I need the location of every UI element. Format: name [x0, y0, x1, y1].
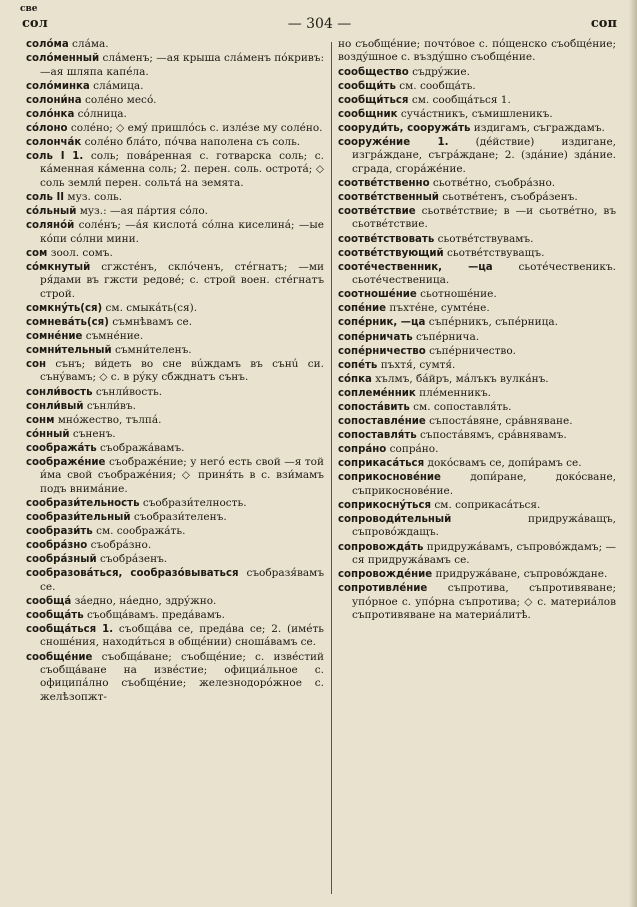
entry-definition: съображéние; у негó есть свой —я той и́ма свой съображéния; ◇ приня́ть в с. взи́мамъ подъ внимáние. — [40, 456, 325, 495]
entry-definition: соль; повáренная с. готварска соль; с. кáменная кáменна соль; 2. перен. соль. остротá; ◇ соль земли́ перен. сольтá на земята. — [40, 150, 324, 189]
dictionary-entry — [338, 288, 616, 301]
entry-headword: сопрáно — [338, 444, 387, 456]
entry-definition: съпостáвяне, срáвняване. — [429, 415, 573, 428]
right-column — [338, 38, 616, 623]
entry-definition: зоол. сомъ. — [50, 246, 113, 259]
dictionary-entry — [338, 429, 616, 442]
entry-definition: сънли́въ. — [86, 399, 136, 412]
page-edge-shadow — [629, 0, 637, 907]
entry-headword: соотвéтствовать — [338, 233, 435, 245]
dictionary-entry — [26, 442, 324, 455]
dictionary-entry — [26, 428, 324, 441]
entry-definition: пъхтéне, сумтéне. — [389, 302, 490, 315]
dictionary-entry — [26, 316, 324, 329]
entry-definition: съпéрникъ, съпéрница. — [428, 316, 559, 329]
dictionary-entry — [338, 38, 616, 65]
dictionary-entry — [26, 108, 324, 121]
entry-headword: сопéрник, —ца — [338, 317, 426, 329]
dictionary-entry — [26, 150, 324, 190]
dictionary-entry — [26, 52, 324, 79]
dictionary-entry — [26, 191, 324, 204]
entry-headword: солóминка — [26, 80, 90, 92]
left-running-head-text: сол — [22, 16, 48, 31]
entry-headword: соотéчественник, —ца — [338, 261, 493, 273]
dictionary-entry — [26, 623, 324, 650]
right-running-head: соп — [590, 16, 617, 31]
entry-headword: сомкнýть(ся) — [26, 302, 103, 314]
entry-definition: сьотношéние. — [420, 288, 497, 301]
entry-definition: съобщáва се, предáва се; 2. (имéть сношéния, находи́ться в общéнии) сношáвамъ се. — [40, 623, 325, 649]
entry-definition: см. соображáть. — [96, 525, 186, 538]
entry-definition: съпостáвямъ, срáвнявамъ. — [420, 429, 567, 442]
dictionary-entry — [26, 136, 324, 149]
dictionary-entry — [26, 122, 324, 135]
dictionary-entry — [338, 331, 616, 344]
entry-definition: см. смыкáть(ся). — [105, 301, 198, 314]
dictionary-entry — [26, 553, 324, 566]
entry-headword: сообщáться 1. — [26, 624, 114, 636]
entry-headword: сóльный — [26, 206, 77, 218]
dictionary-entry — [26, 414, 324, 427]
entry-headword: сообразовáться, сообразóвываться — [26, 568, 239, 580]
dictionary-entry — [338, 387, 616, 400]
dictionary-entry — [26, 302, 324, 315]
entry-headword: сон — [26, 359, 47, 371]
dictionary-entry — [26, 330, 324, 343]
entry-definition: см. сообщáться 1. — [411, 93, 511, 106]
entry-headword: сопéние — [338, 303, 387, 315]
dictionary-entry — [338, 122, 616, 135]
dictionary-entry — [338, 66, 616, 79]
entry-headword: сообрази́тельность — [26, 497, 140, 509]
dictionary-entry — [26, 80, 324, 93]
dictionary-entry — [26, 497, 324, 510]
dictionary-entry — [338, 94, 616, 107]
entry-definition: съобрази́телность. — [142, 496, 247, 509]
entry-headword: солóменный — [26, 53, 100, 65]
entry-headword: сооружéние 1. — [338, 136, 449, 148]
entry-headword: соотвéтствующий — [338, 247, 444, 259]
entry-headword: сóмкнутый — [26, 261, 91, 273]
entry-definition: см. сопоставля́ть. — [413, 401, 512, 413]
left-column — [26, 38, 324, 705]
page-header — [14, 6, 625, 30]
entry-headword: сообщи́ться — [338, 94, 409, 106]
dictionary-entry — [26, 247, 324, 260]
entry-headword: сообщество — [338, 66, 409, 78]
entry-definition: докóсвамъ се, допи́рамъ се. — [427, 457, 582, 470]
dictionary-entry — [338, 541, 616, 568]
dictionary-entry — [26, 525, 324, 538]
entry-definition: сънъ; ви́деть во сне вúждамъ въ сънú си. сънýвамъ; ◇ с. в рýку сбжднатъ сънъ. — [40, 358, 324, 384]
entry-headword: соотвéтственный — [338, 191, 439, 203]
dictionary-entry — [26, 400, 324, 413]
entry-headword: сопровождáть — [338, 541, 424, 553]
entry-definition: придружáващъ, съпровóждащъ. — [352, 513, 616, 539]
dictionary-entry — [338, 415, 616, 428]
entry-definition: съобщáване; съобщéние; с. извéстий съобщáване на извéстие; официáльное с. официпáлно съобщéние; железнодорóжное с. желѣзопжт- — [40, 650, 324, 703]
dictionary-entry — [338, 205, 616, 232]
entry-headword: сопоставля́ть — [338, 430, 417, 442]
entry-definition: издигамъ, съграждамъ. — [473, 121, 605, 134]
entry-headword: сообщéние — [26, 651, 93, 663]
entry-definition: см. сообщáть. — [399, 79, 476, 92]
dictionary-entry — [26, 261, 324, 301]
entry-headword: сом — [26, 247, 48, 259]
dictionary-entry — [26, 539, 324, 552]
column-divider — [331, 42, 332, 894]
entry-definition: сьотвéтно, съобрáзно. — [432, 176, 556, 189]
dictionary-entry — [338, 345, 616, 358]
entry-headword: соприкоснýться — [338, 499, 432, 511]
entry-headword: сóнный — [26, 428, 70, 440]
dictionary-entry — [338, 177, 616, 190]
entry-headword: сооруди́ть, сооружáть — [338, 122, 471, 134]
entry-definition: съненъ. — [72, 427, 116, 440]
entry-headword: сопротивлéние — [338, 583, 428, 595]
entry-headword: сомнéние — [26, 330, 83, 342]
entry-definition: сънли́вость. — [95, 385, 163, 398]
entry-definition: слáменъ; —ая крыша слáменъ пóкривъ: —ая шляпа капéла. — [40, 52, 324, 78]
dictionary-entry — [338, 568, 616, 581]
entry-definition: сьотвéтствуващъ. — [447, 246, 545, 259]
entry-headword: сопéрничать — [338, 331, 413, 343]
entry-headword: сомни́тельный — [26, 344, 112, 356]
entry-headword: сообрази́тельный — [26, 512, 131, 523]
entry-headword: соотвéтственно — [338, 177, 430, 189]
entry-definition: (дéйствие) издигане, изгрáждане, съгрáждане; 2. (здáние) здáние. сграда, сгорáжéние. — [352, 135, 616, 175]
entry-definition: придружáване, съпровóждане. — [435, 568, 608, 581]
entry-definition: хълмъ, бáйръ, мáлъкъ вулкáнъ. — [375, 372, 549, 385]
entry-headword: сопéть — [338, 359, 378, 371]
dictionary-entry — [26, 386, 324, 399]
entry-headword: соприкасáться — [338, 458, 425, 470]
entry-definition: сóлница. — [77, 107, 127, 120]
dictionary-entry — [338, 373, 616, 386]
entry-definition: сьотвéтенъ, съобрáзенъ. — [442, 190, 578, 203]
entry-headword: сопоставлéние — [338, 416, 426, 428]
entry-definition: сьотéчественикъ. сьотéчественица. — [352, 260, 616, 287]
dictionary-entry — [338, 233, 616, 246]
entry-headword: соприкосновéние — [338, 472, 441, 484]
entry-headword: солóма — [26, 39, 69, 50]
entry-definition: сьотвéтствувамъ. — [437, 232, 534, 245]
entry-definition: съобрáзенъ. — [99, 553, 168, 566]
dictionary-entry — [338, 401, 616, 414]
dictionary-entry — [26, 38, 324, 51]
entry-headword: соображáть — [26, 442, 97, 454]
dictionary-entry — [26, 511, 324, 524]
entry-definition: допи́ране, докóсване, съприкосновéние. — [352, 471, 616, 497]
entry-definition: муз.: —ая пáртия сóло. — [79, 205, 208, 218]
entry-definition: муз. соль. — [67, 190, 123, 203]
dictionary-entry — [338, 261, 616, 288]
entry-definition: съобразя́вамъ се. — [40, 567, 325, 593]
entry-headword: сообрáзный — [26, 554, 97, 566]
dictionary-entry — [26, 205, 324, 218]
entry-definition: солéно месó. — [84, 93, 157, 106]
entry-definition: слáмица. — [93, 79, 144, 92]
entry-headword: сопровождéние — [338, 569, 433, 581]
entry-headword: сообщи́ть — [338, 80, 396, 92]
entry-definition: съдрýжие. — [412, 65, 470, 78]
entry-headword: сонли́вость — [26, 386, 93, 398]
entry-headword: сонли́вый — [26, 400, 84, 412]
entry-definition: сопрáно. — [389, 443, 439, 456]
entry-definition: но съобщéние; почтóвое с. пóщенско съобщéние; воздýшное с. въздýшно съобщéние. — [338, 38, 616, 64]
entry-headword: сообрáзно — [26, 540, 88, 552]
entry-definition: пъхтя́, сумтя́. — [380, 358, 456, 371]
dictionary-entry — [26, 595, 324, 608]
entry-definition: слáма. — [72, 38, 109, 50]
dictionary-entry — [338, 582, 616, 622]
entry-headword: сообщá — [26, 595, 72, 607]
dictionary-entry — [338, 108, 616, 121]
entry-definition: съображáвамъ. — [100, 441, 185, 454]
entry-headword: сомневáть(ся) — [26, 316, 109, 328]
entry-headword: сóпка — [338, 373, 372, 385]
dictionary-entry — [338, 247, 616, 260]
entry-headword: солóнка — [26, 108, 75, 120]
dictionary-entry — [338, 359, 616, 372]
entry-headword: сопроводи́тельный — [338, 514, 452, 526]
entry-headword: соплемéнник — [338, 387, 416, 399]
entry-definition: солéнъ; —áя кислотá сóлна киселинá; —ые кóпи сóлни мини. — [40, 219, 325, 245]
dictionary-entry — [26, 609, 324, 622]
page-number: — 304 — — [287, 16, 352, 32]
entry-definition: солéно блáто, пóчва наполена съ соль. — [84, 135, 301, 148]
entry-headword: соотвéтствие — [338, 206, 416, 218]
dictionary-entry — [338, 471, 616, 498]
dictionary-entry — [338, 136, 616, 176]
dictionary-entry — [26, 651, 324, 705]
dictionary-entry — [338, 80, 616, 93]
entry-headword: соотношéние — [338, 289, 417, 301]
dictionary-entry — [338, 191, 616, 204]
entry-headword: сообрази́ть — [26, 526, 93, 538]
dictionary-entry — [338, 443, 616, 456]
entry-definition: солéно; ◇ емý пришлóсь с. излéзе му солéно. — [70, 121, 323, 134]
dictionary-entry — [26, 94, 324, 107]
entry-definition: съмни́теленъ. — [115, 343, 192, 356]
entry-definition: см. соприкасáться. — [434, 498, 541, 511]
entry-headword: сопостáвить — [338, 402, 410, 413]
entry-definition: мнóжество, тълпá. — [57, 413, 162, 426]
dictionary-entry — [338, 499, 616, 512]
entry-headword: соображéние — [26, 457, 106, 468]
entry-headword: сонм — [26, 414, 55, 426]
entry-definition: съобрази́теленъ. — [133, 511, 227, 523]
entry-definition: съпéрничество. — [429, 344, 517, 357]
entry-headword: сóлоно — [26, 122, 68, 134]
dictionary-entry — [26, 358, 324, 385]
entry-definition: съобрáзно. — [90, 539, 152, 552]
entry-definition: съпротива, съпротивяване; упóрное с. упóрна съпротива; ◇ с. материáлов съпротивяване на материáлитѣ. — [352, 582, 617, 621]
entry-headword: соль II — [26, 191, 65, 203]
dictionary-entry — [338, 457, 616, 470]
entry-headword: сообщáть — [26, 609, 84, 621]
dictionary-entry — [338, 316, 616, 329]
entry-headword: сообщник — [338, 108, 398, 120]
entry-definition: съпéрнича. — [416, 330, 480, 343]
entry-definition: сгжстéнъ, склóченъ, стéгнатъ; —ми ря́дами въ гжсти редовé; с. строй воен. стéгнатъ строй. — [40, 260, 324, 300]
entry-headword: солончáк — [26, 136, 82, 148]
dictionary-entry — [26, 567, 324, 594]
entry-definition: сучáстникъ, съмишленикъ. — [400, 107, 553, 120]
entry-definition: зáедно, нáедно, здрýжно. — [74, 594, 217, 607]
dictionary-entry — [338, 302, 616, 315]
entry-headword: солянóй — [26, 220, 75, 232]
entry-headword: соль I 1. — [26, 151, 84, 163]
entry-definition: съмнѣвамъ се. — [112, 315, 193, 328]
dictionary-entry — [26, 219, 324, 246]
dictionary-entry — [26, 456, 324, 496]
entry-definition: придружáвамъ, съпровóждамъ; —ся придружáвамъ се. — [352, 540, 616, 566]
entry-headword: сопéрничество — [338, 345, 426, 357]
entry-definition: съобщáвамъ. предáвамъ. — [86, 608, 225, 621]
dictionary-entry — [338, 513, 616, 540]
dictionary-entry — [26, 344, 324, 357]
entry-headword: солони́на — [26, 94, 82, 106]
entry-definition: сьотвéтствие; в —и сьотвéтно, въ сьотвéтствие. — [352, 205, 617, 231]
left-running-head-small: све — [20, 4, 38, 14]
entry-definition: съмнéние. — [85, 329, 144, 342]
entry-definition: плéменникъ. — [419, 386, 492, 399]
